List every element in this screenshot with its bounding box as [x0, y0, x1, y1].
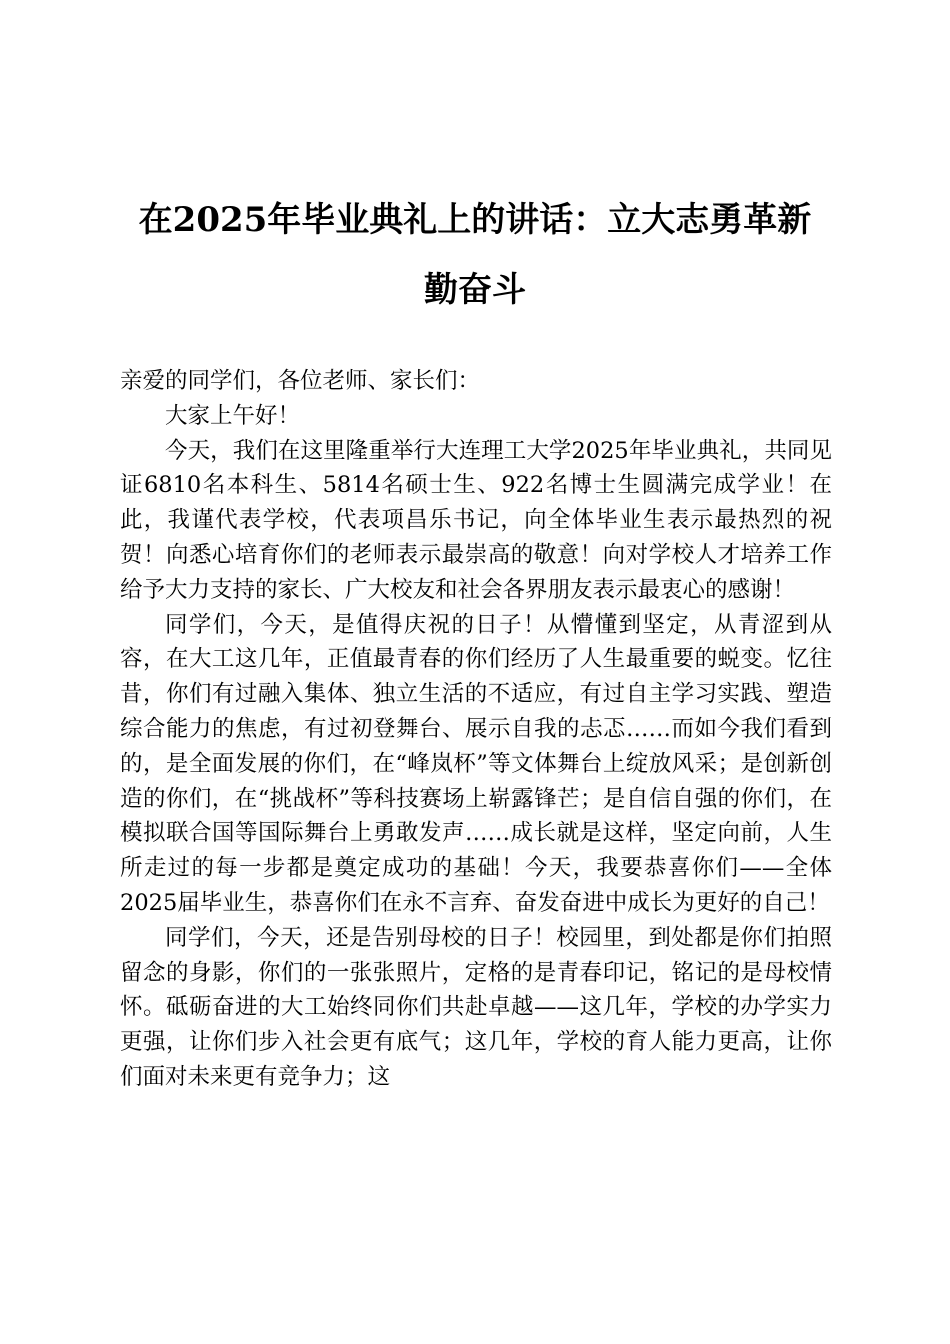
title-line-1: 在2025年毕业典礼上的讲话：立大志勇革新 — [138, 200, 812, 240]
paragraph-opening: 大家上午好！ — [165, 402, 301, 429]
salutation: 亲爱的同学们，各位老师、家长们： — [120, 368, 481, 394]
title-line-2: 勤奋斗 — [424, 270, 526, 310]
paragraph: 同学们，今天，是值得庆祝的日子！从懵懂到坚定，从青涩到从容，在大工这几年，正值最青春的你们经历了人生最重要的蜕变。忆往昔，你们有过融入集体、独立生活的不适应，有过自主学习实践、塑造综合能力的焦虑，有过初登舞台、展示自我的忐忑……而如今我们看到的，是全面发展的你们，在“峰岚杯”等文体舞台上绽放风采；是创新创造的你们，在“挑战杯”等科技赛场上崭露锋芒；是自信自强的你们，在模拟联合国等国际舞台上勇敢发声……成长就是这样，坚定向前，人生所走过的每一步都是奠定成功的基础！今天，我要恭喜你们——全体2025届毕业生，恭喜你们在永不言弃、奋发奋进中成长为更好的自己！ — [120, 611, 832, 916]
paragraph: 同学们，今天，还是告别母校的日子！校园里，到处都是你们拍照留念的身影，你们的一张张照片，定格的是青春印记，铭记的是母校情怀。砥砺奋进的大工始终同你们共赴卓越——这几年，学校的办学实力更强，让你们步入社会更有底气；这几年，学校的育人能力更高，让你们面对未来更有竞争力；这 — [120, 924, 832, 1090]
paragraph: 今天，我们在这里隆重举行大连理工大学2025年毕业典礼，共同见证6810名本科生、5814名硕士生、922名博士生圆满完成学业！在此，我谨代表学校，代表项昌乐书记，向全体毕业生表示最热烈的祝贺！向悉心培育你们的老师表示最崇高的敬意！向对学校人才培养工作给予大力支持的家长、广大校友和社会各界朋友表示最衷心的感谢！ — [120, 437, 832, 603]
document-body — [120, 364, 832, 1095]
document-title — [90, 185, 860, 325]
